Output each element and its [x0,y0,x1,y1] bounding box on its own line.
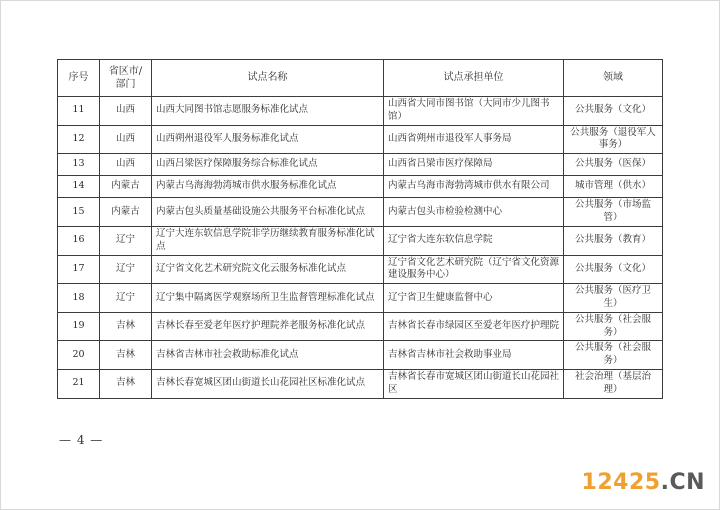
cell-num: 17 [58,255,100,284]
cell-field: 社会治理（基层治理） [564,370,663,399]
cell-num: 18 [58,284,100,313]
cell-field: 公共服务（退役军人事务） [564,125,663,154]
cell-name: 吉林长春宽城区团山街道长山花园社区标准化试点 [152,370,384,399]
cell-num: 12 [58,125,100,154]
cell-num: 14 [58,176,100,198]
watermark-dot: . [660,470,670,495]
table-row [58,370,663,399]
cell-province: 辽宁 [100,284,152,313]
cell-field: 城市管理（供水） [564,176,663,198]
cell-province: 山西 [100,125,152,154]
table-row [58,154,663,176]
cell-province: 辽宁 [100,226,152,255]
pilot-table [57,59,663,399]
cell-unit: 山西省吕梁市医疗保障局 [384,154,564,176]
cell-name: 内蒙古乌海海勃湾城市供水服务标准化试点 [152,176,384,198]
cell-field: 公共服务（文化） [564,97,663,126]
cell-name: 辽宁省文化艺术研究院文化云服务标准化试点 [152,255,384,284]
table-row [58,284,663,313]
cell-num: 20 [58,341,100,370]
cell-num: 16 [58,226,100,255]
table-row [58,176,663,198]
cell-name: 内蒙古包头质量基础设施公共服务平台标准化试点 [152,198,384,227]
cell-unit: 内蒙古乌海市海勃湾城市供水有限公司 [384,176,564,198]
cell-num: 13 [58,154,100,176]
cell-field: 公共服务（教育） [564,226,663,255]
cell-unit: 辽宁省大连东软信息学院 [384,226,564,255]
cell-province: 内蒙古 [100,198,152,227]
cell-province: 辽宁 [100,255,152,284]
cell-num: 19 [58,312,100,341]
cell-unit: 吉林省吉林市社会救助事业局 [384,341,564,370]
cell-unit: 辽宁省文化艺术研究院（辽宁省文化资源建设服务中心） [384,255,564,284]
cell-num: 15 [58,198,100,227]
header-province: 省区市/部门 [100,60,152,97]
watermark-main: 12425 [581,470,661,495]
cell-unit: 吉林省长春市宽城区团山街道长山花园社区 [384,370,564,399]
cell-name: 辽宁集中隔离医学观察场所卫生监督管理标准化试点 [152,284,384,313]
cell-name: 山西大同图书馆志愿服务标准化试点 [152,97,384,126]
header-field: 领域 [564,60,663,97]
table-row [58,125,663,154]
cell-field: 公共服务（社会服务） [564,312,663,341]
cell-field: 公共服务（文化） [564,255,663,284]
cell-province: 吉林 [100,370,152,399]
header-unit: 试点承担单位 [384,60,564,97]
watermark-tld: CN [669,470,705,495]
cell-field: 公共服务（市场监管） [564,198,663,227]
cell-num: 11 [58,97,100,126]
cell-province: 内蒙古 [100,176,152,198]
cell-unit: 山西省大同市图书馆（大同市少儿图书馆） [384,97,564,126]
cell-unit: 辽宁省卫生健康监督中心 [384,284,564,313]
header-num: 序号 [58,60,100,97]
cell-province: 吉林 [100,312,152,341]
table-row [58,198,663,227]
cell-name: 山西朔州退役军人服务标准化试点 [152,125,384,154]
cell-field: 公共服务（社会服务） [564,341,663,370]
cell-unit: 内蒙古包头市检验检测中心 [384,198,564,227]
table-header-row [58,60,663,97]
cell-name: 吉林省吉林市社会救助标准化试点 [152,341,384,370]
cell-name: 山西吕梁医疗保障服务综合标准化试点 [152,154,384,176]
table-row [58,97,663,126]
table-row [58,312,663,341]
cell-num: 21 [58,370,100,399]
cell-field: 公共服务（医保） [564,154,663,176]
cell-field: 公共服务（医疗卫生） [564,284,663,313]
table-row [58,226,663,255]
table-row [58,255,663,284]
cell-province: 山西 [100,154,152,176]
table-row [58,341,663,370]
cell-unit: 山西省朔州市退役军人事务局 [384,125,564,154]
cell-name: 吉林长春至爱老年医疗护理院养老服务标准化试点 [152,312,384,341]
page-number: — 4 — [59,433,104,447]
cell-province: 吉林 [100,341,152,370]
header-name: 试点名称 [152,60,384,97]
site-watermark [582,470,705,495]
cell-name: 辽宁大连东软信息学院非学历继续教育服务标准化试点 [152,226,384,255]
cell-unit: 吉林省长春市绿园区至爱老年医疗护理院 [384,312,564,341]
cell-province: 山西 [100,97,152,126]
